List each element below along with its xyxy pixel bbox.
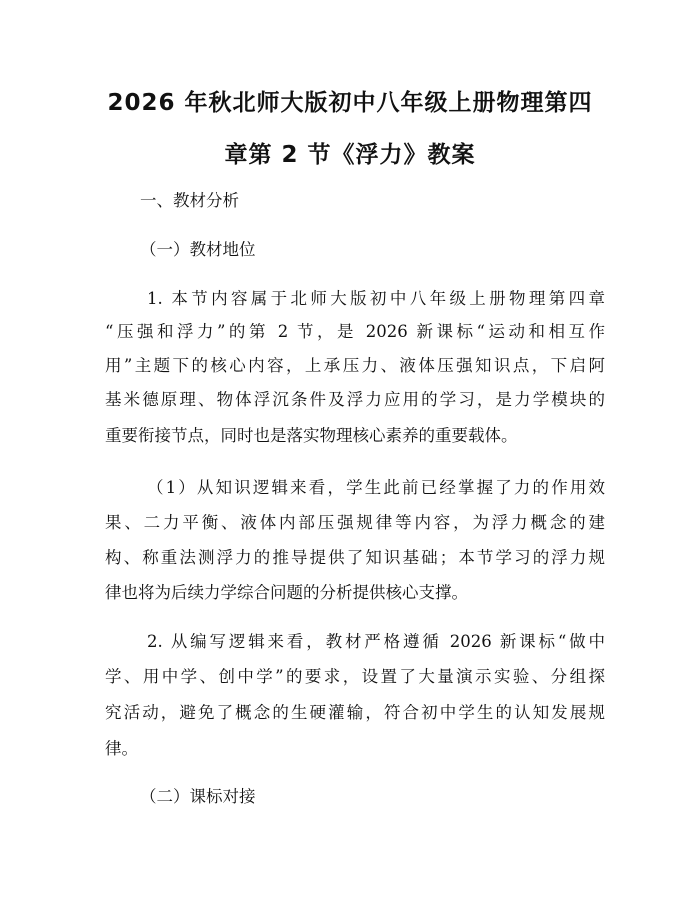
paragraph-1-line-3: 用”主题下的核心内容，上承压力、液体压强知识点，下启阿 (105, 356, 605, 375)
paragraph-2-line-1: （1）从知识逻辑来看，学生此前已经掌握了力的作用效 (147, 478, 605, 497)
paragraph-1-line-4: 基米德原理、物体浮沉条件及浮力应用的学习，是力学模块的 (105, 390, 605, 409)
paragraph-2-line-3: 构、称重法测浮力的推导提供了知识基础；本节学习的浮力规 (105, 548, 605, 567)
paragraph-2-line-2: 果、二力平衡、液体内部压强规律等内容，为浮力概念的建 (105, 513, 605, 532)
paragraph-3-line-1: 2. 从编写逻辑来看，教材严格遵循 2026 新课标“做中 (147, 632, 605, 651)
paragraph-3-line-2: 学、用中学、创中学”的要求，设置了大量演示实验、分组探 (105, 667, 605, 686)
document-title-line-2: 章第 2 节《浮力》教案 (224, 142, 476, 168)
paragraph-1-line-2: “压强和浮力”的第 2 节，是 2026 新课标“运动和相互作 (105, 322, 605, 341)
subsection-heading-curriculum-alignment: （二）课标对接 (140, 787, 256, 806)
subsection-heading-textbook-position: （一）教材地位 (140, 240, 256, 259)
section-heading-textbook-analysis: 一、教材分析 (140, 191, 239, 210)
paragraph-1-line-5: 重要衔接节点，同时也是落实物理核心素养的重要载体。 (105, 426, 518, 445)
paragraph-3-line-3: 究活动，避免了概念的生硬灌输，符合初中学生的认知发展规 (105, 703, 605, 722)
document-title-line-1: 2026 年秋北师大版初中八年级上册物理第四 (107, 90, 593, 116)
paragraph-1-line-1: 1. 本节内容属于北师大版初中八年级上册物理第四章 (147, 289, 605, 308)
paragraph-3-line-4: 律。 (105, 739, 138, 758)
paragraph-2-line-4: 律也将为后续力学综合问题的分析提供核心支撑。 (105, 583, 468, 602)
